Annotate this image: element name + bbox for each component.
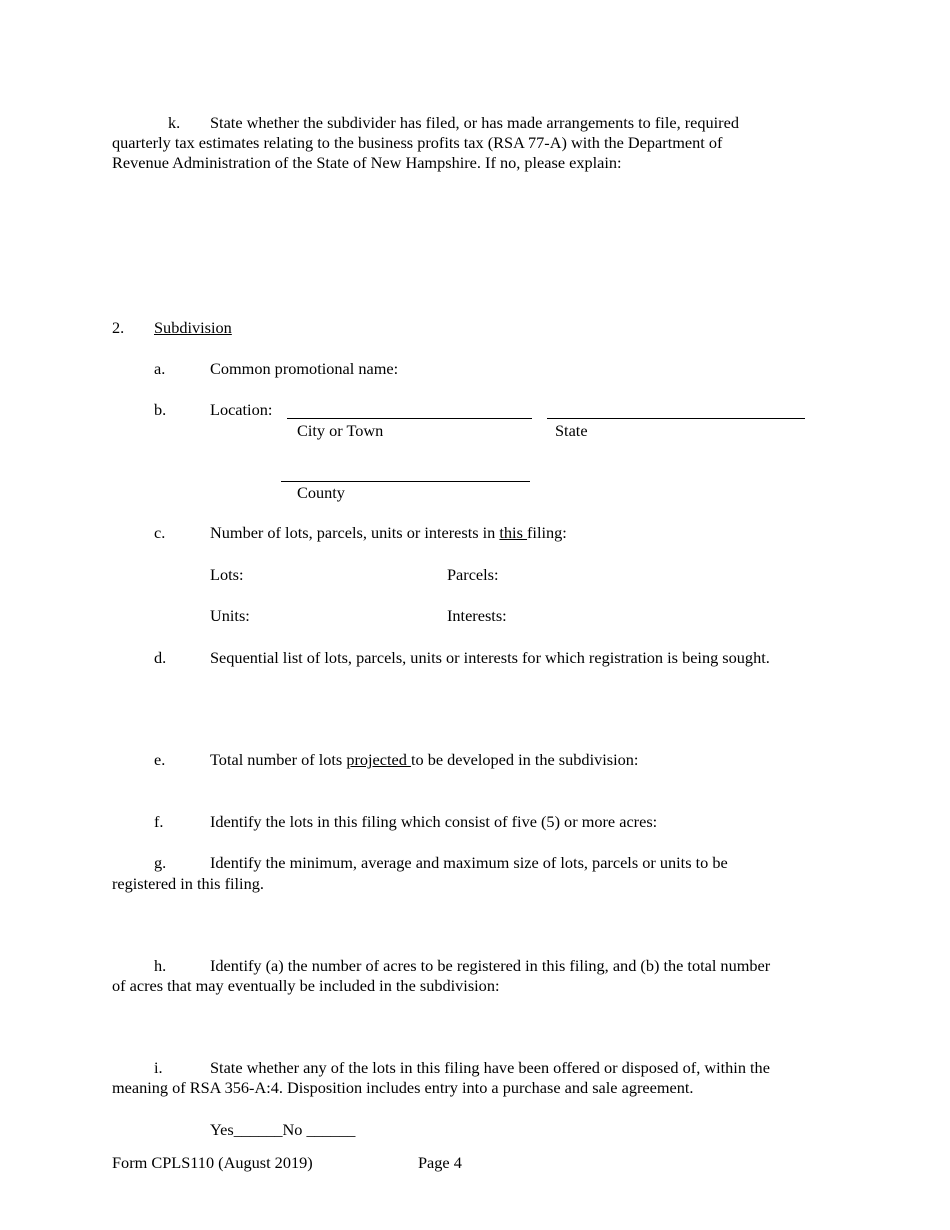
footer-form-id: Form CPLS110 (August 2019) [112,1153,313,1172]
item-h-line-1: Identify (a) the number of acres to be registered in this filing, and (b) the total number [210,956,771,975]
interests-label: Interests: [447,606,507,625]
footer-page-number: Page 4 [418,1153,462,1172]
item-f-text: Identify the lots in this filing which consist of five (5) or more acres: [210,812,658,831]
item-h-marker: h. [154,956,167,975]
item-d-text: Sequential list of lots, parcels, units or interests for which registration is being sought. [210,648,770,667]
item-c-text: Number of lots, parcels, units or interests in this filing: [210,523,567,542]
lots-label: Lots: [210,565,244,584]
section-number: 2. [112,318,125,337]
section-title: Subdivision [154,318,232,337]
item-a-text: Common promotional name: [210,359,399,378]
item-b-marker: b. [154,400,167,419]
item-k-line-3: Revenue Administration of the State of New Hampshire. If no, please explain: [112,153,622,172]
state-caption: State [555,421,588,440]
item-g-line-2: registered in this filing. [112,874,264,893]
county-caption: County [297,483,345,502]
item-g-line-1: Identify the minimum, average and maximum size of lots, parcels or units to be [210,853,728,872]
item-k-line-1: State whether the subdivider has filed, or has made arrangements to file, required [210,113,739,132]
item-i-marker: i. [154,1058,163,1077]
location-label: Location: [210,400,273,419]
item-k-marker: k. [168,113,181,132]
state-blank-line [547,418,805,419]
yes-no-field[interactable]: Yes______No ______ [210,1120,356,1139]
city-blank-line [287,418,532,419]
county-blank-line [281,481,530,482]
item-h-line-2: of acres that may eventually be included in the subdivision: [112,976,500,995]
item-g-marker: g. [154,853,167,872]
item-i-line-2: meaning of RSA 356-A:4. Disposition includes entry into a purchase and sale agreement. [112,1078,694,1097]
item-a-marker: a. [154,359,166,378]
units-label: Units: [210,606,250,625]
item-e-marker: e. [154,750,166,769]
item-f-marker: f. [154,812,164,831]
parcels-label: Parcels: [447,565,499,584]
item-c-marker: c. [154,523,166,542]
item-e-text: Total number of lots projected to be developed in the subdivision: [210,750,639,769]
item-d-marker: d. [154,648,167,667]
item-i-line-1: State whether any of the lots in this filing have been offered or disposed of, within the [210,1058,770,1077]
city-caption: City or Town [297,421,384,440]
item-k-line-2: quarterly tax estimates relating to the business profits tax (RSA 77-A) with the Department of [112,133,723,152]
